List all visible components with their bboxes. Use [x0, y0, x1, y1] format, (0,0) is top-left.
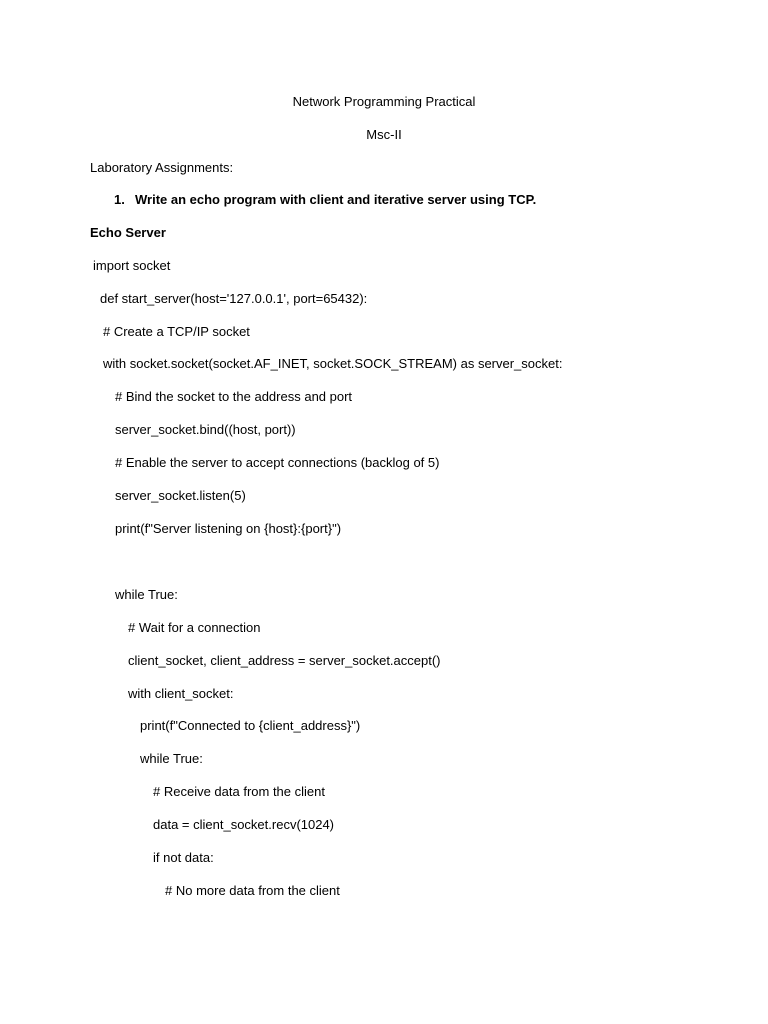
code-heading: Echo Server: [90, 225, 166, 240]
code-line: server_socket.listen(5): [115, 488, 246, 503]
code-line: import socket: [93, 258, 171, 273]
code-line: print(f"Server listening on {host}:{port}"): [115, 521, 342, 536]
code-comment: # Receive data from the client: [153, 784, 325, 799]
code-line: with socket.socket(socket.AF_INET, socket.SOCK_STREAM) as server_socket:: [103, 356, 563, 371]
assignment-text: Write an echo program with client and iterative server using TCP.: [135, 192, 537, 207]
document-title: Network Programming Practical: [292, 94, 476, 109]
code-line: data = client_socket.recv(1024): [153, 817, 335, 832]
code-line: def start_server(host='127.0.0.1', port=65432):: [100, 291, 368, 306]
code-line: client_socket, client_address = server_socket.accept(): [128, 653, 441, 668]
code-line: with client_socket:: [128, 686, 234, 701]
code-line: server_socket.bind((host, port)): [115, 422, 296, 437]
document-subtitle: Msc-II: [366, 127, 402, 142]
code-line: while True:: [140, 751, 203, 766]
section-heading: Laboratory Assignments:: [90, 160, 234, 175]
code-line: while True:: [115, 587, 178, 602]
code-comment: # Wait for a connection: [128, 620, 261, 635]
code-comment: # Bind the socket to the address and port: [115, 389, 353, 404]
assignment-number: 1.: [114, 192, 125, 207]
code-comment: # No more data from the client: [165, 883, 340, 898]
code-line: if not data:: [153, 850, 214, 865]
code-comment: # Create a TCP/IP socket: [103, 324, 250, 339]
code-comment: # Enable the server to accept connections (backlog of 5): [115, 455, 440, 470]
code-line: print(f"Connected to {client_address}"): [140, 718, 361, 733]
assignment-item: [114, 192, 536, 208]
